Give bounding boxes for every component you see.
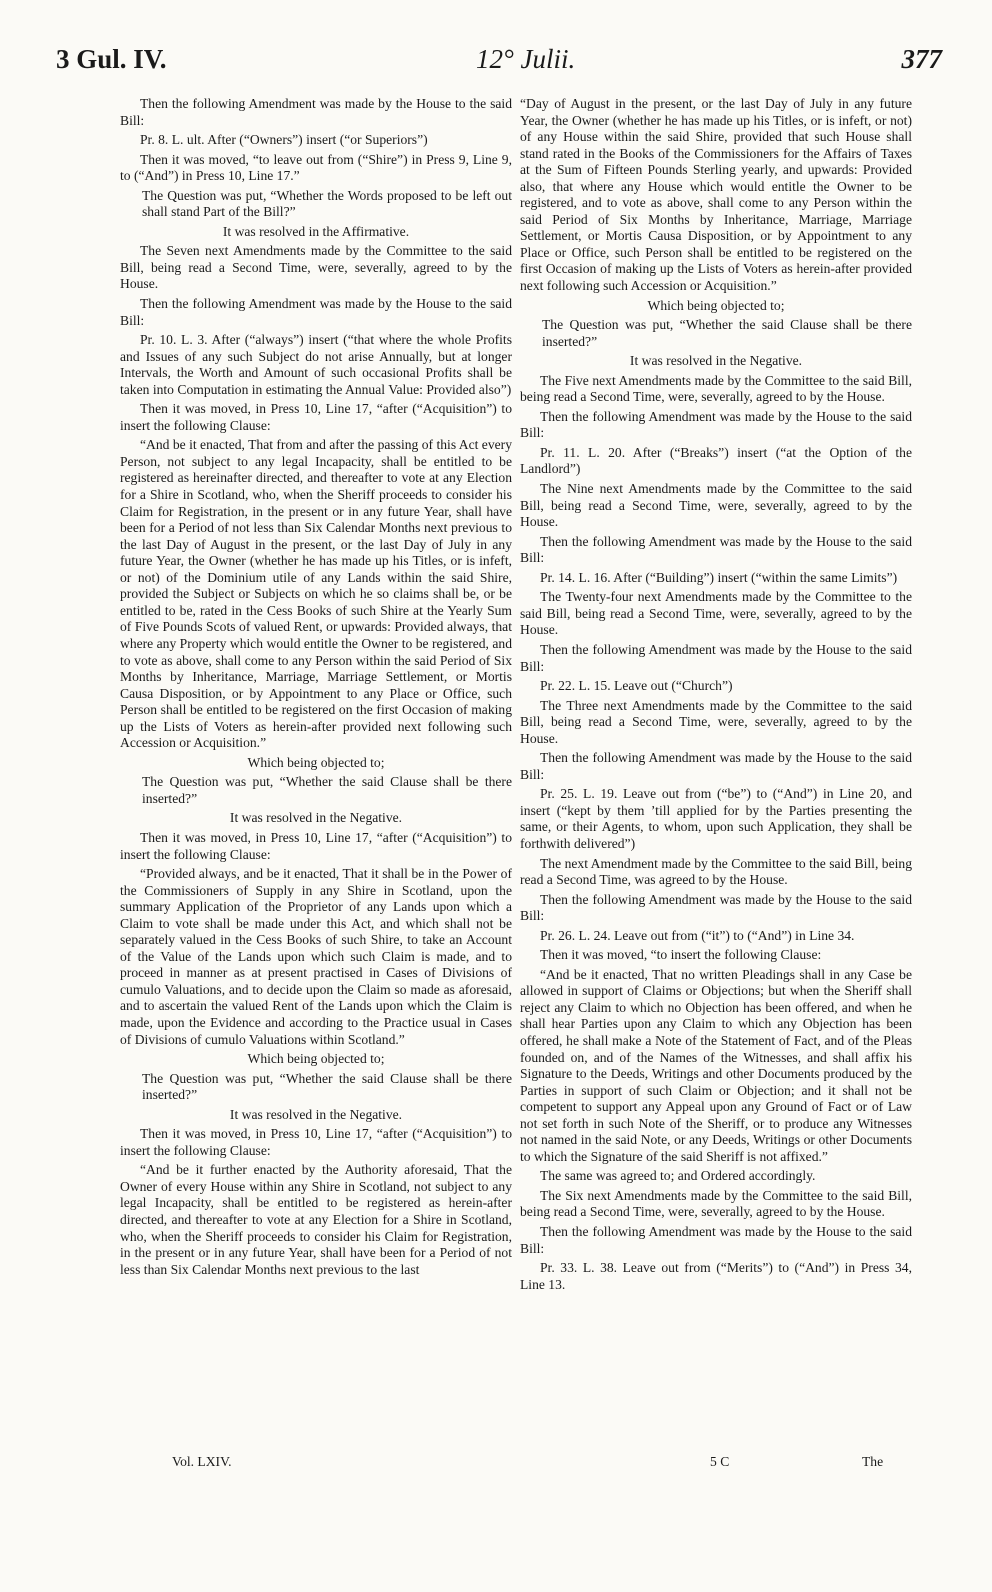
paragraph: Which being objected to; [247, 754, 385, 770]
paragraph: Then the following Amendment was made by the House to the said Bill: [520, 891, 912, 924]
paragraph: The Question was put, “Whether the Words proposed to be left out shall stand Part of the Bill?” [142, 187, 512, 220]
paragraph: Then the following Amendment was made by the House to the said Bill: [520, 408, 912, 441]
paragraph: The Six next Amendments made by the Committee to the said Bill, being read a Second Time, were, severally, agreed to by the House. [520, 1187, 912, 1220]
paragraph: Then the following Amendment was made by the House to the said Bill: [520, 750, 912, 782]
paragraph: “And be it enacted, That from and after the passing of this Act every Person, not subject to any legal Incapacity, shall be entitled to be registered as hereinafter directed, and thereafter to vote at any Election for a Shire in Scotland, who, when the Sheriff proceeds to consider his Claim for Registration, in the present or in any future Year, shall have been for a Period of not less than Six Calendar Months next previous to the last Day of August in the present, or the last Day of July in any future Year, the Owner (whether he has made up his Titles, or is infeft, or not) of the Dominium utile of any Lands within the said Shire, provided the Subject or Subjects on which he so claims shall be, or be entitled to be, rated in the Cess Books of such Shire at the Yearly Sum of Five Pounds Scots of valued Rent, or upwards: Provided always, that where any Property which would entitle the Owner to be registered, and to vote as above, shall come to any Person within the said Period of Six Months by Inheritance, Marriage, Marriage Settlement, or Mortis Causa Disposition, or by Appointment to any Place or Office, such Person shall be entitled to be registered on the first Occasion of making up the Lists of Voters as herein-after provided next following such Accession or Acquisition.” [120, 437, 512, 751]
paragraph: It was resolved in the Negative. [229, 1106, 403, 1122]
paragraph: It was resolved in the Affirmative. [222, 223, 410, 239]
paragraph: Then it was moved, in Press 10, Line 17, “after (“Acquisition”) to insert the following Clause: [120, 401, 512, 433]
paragraph: Pr. 33. L. 38. Leave out from (“Merits”) to (“And”) in Press 34, Line 13. [520, 1260, 912, 1292]
paragraph: The Seven next Amendments made by the Committee to the said Bill, being read a Second Time, were, severally, agreed to by the House. [120, 243, 512, 292]
paragraph: Then the following Amendment was made by the House to the said Bill: [120, 296, 512, 328]
paragraph: Then it was moved, in Press 10, Line 17, “after (“Acquisition”) to insert the following Clause: [120, 829, 512, 862]
paragraph: The Nine next Amendments made by the Committee to the said Bill, being read a Second Time, were, severally, agreed to by the House. [520, 481, 912, 530]
paragraph: The Question was put, “Whether the said Clause shall be there inserted?” [142, 1070, 512, 1103]
paragraph: “And be it enacted, That no written Pleadings shall in any Case be allowed in support of Claims or Objections; but when the Sheriff shall reject any Claim to which no Objection has been offered, and when he shall hear Parties upon any Claim to which any Objection has been offered, he shall make a Note of the Statement of Fact, and of the Pleas founded on, and of the Names of the Witnesses, and shall affix his Signature to the Deeds, Writings and other Documents produced by the Parties in support of such Claim or Objection; and it shall not be competent to support any Appeal upon any Ground of Fact or of Law not set forth in such Note of the Sheriff, or to produce any Witnesses not named in the said Note, or any Deeds, Writings or other Documents to which the Signature of the said Sheriff is not affixed.” [520, 966, 912, 1164]
paragraph: The Twenty-four next Amendments made by the Committee to the said Bill, being read a Second Time, were, severally, agreed to by the House. [520, 589, 912, 638]
paragraph: Pr. 10. L. 3. After (“always”) insert (“that where the whole Profits and Issues of any such Subject do not arise Annually, but at longer Intervals, the Worth and Amount of such occasional Profits shall be taken into Computation in estimating the Annual Value: Provided also”) [120, 332, 512, 397]
paragraph: Pr. 25. L. 19. Leave out from (“be”) to (“And”) in Line 20, and insert (“kept by them ’till applied for by the Parties presenting the same, or their Agents, to whom, upon such Application, they shall be forthwith delivered”) [520, 786, 912, 851]
page-header [56, 44, 962, 84]
paragraph: Then it was moved, “to leave out from (“Shire”) in Press 9, Line 9, to (“And”) in Press 10, Line 17.” [120, 151, 512, 184]
left-column [120, 96, 512, 1454]
right-column [520, 96, 912, 1458]
paragraph: “And be it further enacted by the Authority aforesaid, That the Owner of every House within any Shire in Scotland, not subject to any legal Incapacity, shall be entitled to be registered as herein-after directed, and thereafter to vote at any Election for a Shire in Scotland, who, when the Sheriff proceeds to consider his Claim for Registration, in the present or in any future Year, shall have been for a Period of not less than Six Calendar Months next previous to the last [120, 1162, 512, 1277]
paragraph: Which being objected to; [647, 297, 785, 313]
paragraph: It was resolved in the Negative. [629, 353, 803, 369]
paragraph: Pr. 14. L. 16. After (“Building”) insert (“within the same Limits”) [540, 569, 898, 585]
catchword: The [862, 1454, 884, 1469]
paragraph: Pr. 26. L. 24. Leave out from (“it”) to (“And”) in Line 34. [540, 927, 855, 943]
regnal-year: 3 Gul. IV. [56, 44, 167, 74]
paragraph: The next Amendment made by the Committee to the said Bill, being read a Second Time, was agreed to by the House. [520, 855, 912, 888]
paragraph: The Question was put, “Whether the said Clause shall be there inserted?” [142, 774, 512, 806]
date-heading: 12° Julii. [476, 44, 576, 74]
paragraph: “Provided always, and be it enacted, That it shall be in the Power of the Commissioners of Supply in any Shire in Scotland, upon the summary Application of the Proprietor of any Lands upon which a Claim to vote shall be made under this Act, and which shall not be separately valued in the Cess Books of such Shire, to take an Account of the Value of the Lands upon which such Claim is made, and to proceed in manner as at present practised in Cases of Divisions of cumulo Valuations, and to decide upon the Claim so made as aforesaid, and to ascertain the valued Rent of the Lands upon which the Claim is made, upon the Evidence and according to the Practice usual in Cases of Divisions of cumulo Valuations within Scotland.” [120, 866, 512, 1047]
signature-mark: 5 C [710, 1454, 730, 1469]
paragraph: Pr. 22. L. 15. Leave out (“Church”) [540, 678, 733, 694]
paragraph: Then it was moved, in Press 10, Line 17, “after (“Acquisition”) to insert the following Clause: [120, 1126, 512, 1158]
paragraph: The Five next Amendments made by the Committee to the said Bill, being read a Second Time, were, severally, agreed to by the House. [520, 372, 912, 405]
paragraph: Then the following Amendment was made by the House to the said Bill: [520, 533, 912, 566]
paragraph: “Day of August in the present, or the last Day of July in any future Year, the Owner (whether he has made up his Titles, or is infeft, or not) of any House within the said Shire, provided that such House shall stand rated in the Books of the Commissioners for the Affairs of Taxes at the Sum of Fifteen Pounds Sterling yearly, and upwards: Provided also, that where any House which would entitle the Owner to be registered, and to vote as above, shall come to any Person within the said Period of Six Months by Inheritance, Marriage, Marriage Settlement, or Mortis Causa Disposition, or by Appointment to any Place or Office, such Person shall be entitled to be registered on the first Occasion of making up the Lists of Voters as herein-after provided next following such Accession or Acquisition.” [520, 96, 912, 294]
page-number: 377 [901, 44, 942, 74]
paragraph: The Three next Amendments made by the Committee to the said Bill, being read a Second Time, were, severally, agreed to by the House. [520, 697, 912, 746]
paragraph: Pr. 8. L. ult. After (“Owners”) insert (“or Superiors”) [140, 132, 428, 148]
paragraph: Which being objected to; [247, 1051, 385, 1067]
paragraph: Then the following Amendment was made by the House to the said Bill: [120, 96, 512, 128]
paragraph: The Question was put, “Whether the said Clause shall be there inserted?” [542, 317, 912, 349]
paragraph: Pr. 11. L. 20. After (“Breaks”) insert (“at the Option of the Landlord”) [520, 444, 912, 477]
paragraph: Then the following Amendment was made by the House to the said Bill: [520, 641, 912, 674]
paragraph: Then the following Amendment was made by the House to the said Bill: [520, 1224, 912, 1256]
paragraph: Then it was moved, “to insert the following Clause: [540, 947, 822, 963]
volume-label: Vol. LXIV. [172, 1454, 232, 1469]
paragraph: It was resolved in the Negative. [229, 810, 403, 826]
paragraph: The same was agreed to; and Ordered accordingly. [540, 1168, 816, 1184]
